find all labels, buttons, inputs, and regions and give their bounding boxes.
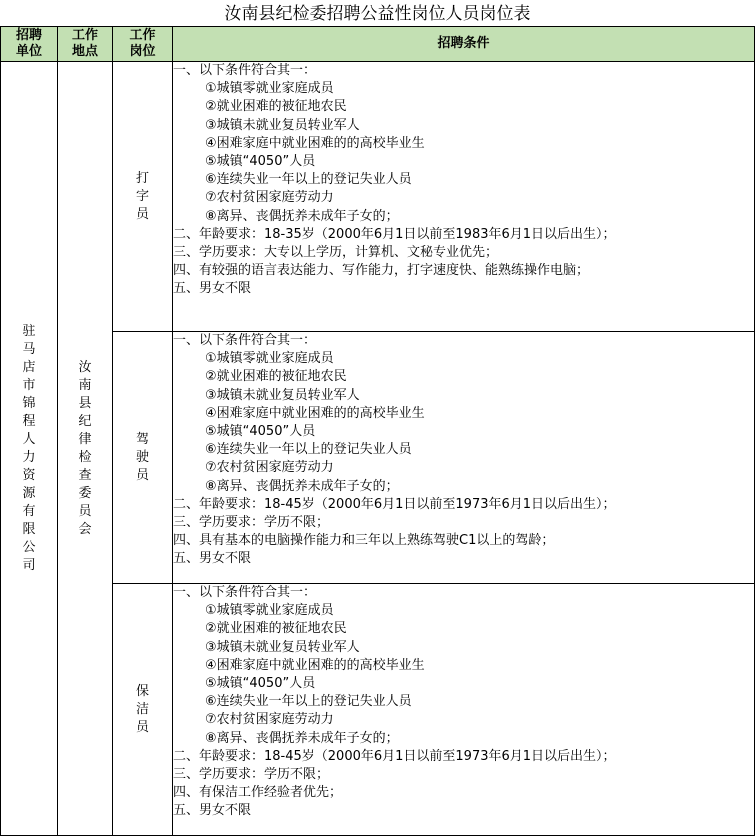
conditions-cell <box>173 332 755 584</box>
condition-item: ③城镇未就业复员转业军人 <box>205 117 360 133</box>
vertical-char: 锦 <box>22 395 36 411</box>
condition-item: ④困难家庭中就业困难的的高校毕业生 <box>205 135 425 151</box>
conditions-cell <box>173 584 755 836</box>
vertical-char: 人 <box>22 431 36 447</box>
condition-item: ⑥连续失业一年以上的登记失业人员 <box>205 442 412 458</box>
vertical-char: 市 <box>22 377 36 393</box>
condition-line: 一、以下条件符合其一： <box>173 333 317 348</box>
header-position: 工作 岗位 <box>113 27 173 62</box>
condition-item: ④困难家庭中就业困难的的高校毕业生 <box>205 405 425 421</box>
vertical-char: 员 <box>78 503 92 519</box>
condition-item: ①城镇零就业家庭成员 <box>205 81 334 97</box>
vertical-char: 资 <box>22 467 36 483</box>
vertical-char: 查 <box>78 467 92 483</box>
condition-item: ②就业困难的被征地农民 <box>205 621 347 637</box>
table-row <box>1 62 755 332</box>
condition-line: 五、男女不限 <box>173 281 252 297</box>
condition-line: 三、学历要求：学历不限； <box>173 515 330 531</box>
vertical-char: 源 <box>22 485 36 501</box>
vertical-char: 力 <box>22 449 36 465</box>
vertical-char: 打 <box>135 170 149 186</box>
condition-line: 二、年龄要求：18-35岁（2000年6月1日以前至1983年6月1日以后出生）； <box>173 226 616 242</box>
condition-item: ②就业困难的被征地农民 <box>205 99 347 115</box>
table-row <box>1 584 755 836</box>
vertical-char: 员 <box>135 719 149 735</box>
condition-line: 四、有较强的语言表达能力、写作能力，打字速度快、能熟练操作电脑； <box>173 263 590 279</box>
condition-item: ③城镇未就业复员转业军人 <box>205 387 360 403</box>
vertical-char: 委 <box>78 485 92 501</box>
vertical-char: 律 <box>78 431 92 447</box>
condition-item: ⑦农村贫困家庭劳动力 <box>205 190 334 206</box>
condition-item: ⑧离异、丧偶抚养未成年子女的； <box>205 478 399 494</box>
position-name-cell <box>113 62 173 332</box>
condition-line: 二、年龄要求：18-45岁（2000年6月1日以前至1973年6月1日以后出生）； <box>173 748 616 764</box>
condition-item: ②就业困难的被征地农民 <box>205 369 347 385</box>
vertical-char: 驶 <box>135 449 149 465</box>
condition-item: ⑤城镇“4050”人员 <box>205 154 316 170</box>
condition-item: ⑤城镇“4050”人员 <box>205 676 316 692</box>
position-name-cell <box>113 332 173 584</box>
condition-line: 一、以下条件符合其一： <box>173 63 317 78</box>
vertical-char: 限 <box>22 521 36 537</box>
condition-item: ⑤城镇“4050”人员 <box>205 424 316 440</box>
condition-item: ⑦农村贫困家庭劳动力 <box>205 460 334 476</box>
positions-table <box>0 26 755 836</box>
header-row <box>1 27 755 62</box>
condition-item: ⑦农村贫困家庭劳动力 <box>205 712 334 728</box>
vertical-char: 南 <box>78 377 92 393</box>
vertical-char: 员 <box>135 206 149 222</box>
unit-cell <box>1 62 58 836</box>
conditions-cell <box>173 62 755 332</box>
vertical-char: 员 <box>135 467 149 483</box>
condition-line: 五、男女不限 <box>173 551 252 567</box>
condition-item: ⑥连续失业一年以上的登记失业人员 <box>205 172 412 188</box>
condition-item: ⑥连续失业一年以上的登记失业人员 <box>205 694 412 710</box>
table-row <box>1 332 755 584</box>
header-unit: 招聘 单位 <box>1 27 58 62</box>
position-name-cell <box>113 584 173 836</box>
condition-line: 四、有保洁工作经验者优先； <box>173 785 343 801</box>
vertical-char: 司 <box>22 557 36 573</box>
vertical-char: 有 <box>22 503 36 519</box>
condition-line: 三、学历要求：学历不限； <box>173 767 330 783</box>
condition-line: 三、学历要求：大专以上学历，计算机、文秘专业优先； <box>173 245 499 261</box>
vertical-char: 驻 <box>22 323 36 339</box>
condition-item: ⑧离异、丧偶抚养未成年子女的； <box>205 208 399 224</box>
condition-line: 一、以下条件符合其一： <box>173 585 317 600</box>
vertical-char: 店 <box>22 359 36 375</box>
condition-line: 四、具有基本的电脑操作能力和三年以上熟练驾驶C1以上的驾龄； <box>173 533 555 549</box>
condition-line: 二、年龄要求：18-45岁（2000年6月1日以前至1973年6月1日以后出生）； <box>173 496 616 512</box>
vertical-char: 驾 <box>135 431 149 447</box>
condition-item: ①城镇零就业家庭成员 <box>205 351 334 367</box>
location-cell <box>58 62 113 836</box>
condition-line: 五、男女不限 <box>173 803 252 819</box>
vertical-char: 保 <box>135 683 149 699</box>
condition-item: ⑧离异、丧偶抚养未成年子女的； <box>205 730 399 746</box>
condition-item: ③城镇未就业复员转业军人 <box>205 639 360 655</box>
vertical-char: 县 <box>78 395 92 411</box>
vertical-char: 马 <box>22 341 36 357</box>
sheet-title: 汝南县纪检委招聘公益性岗位人员岗位表 <box>224 4 531 24</box>
vertical-char: 会 <box>78 521 92 537</box>
vertical-char: 字 <box>135 188 149 204</box>
condition-item: ①城镇零就业家庭成员 <box>205 603 334 619</box>
vertical-char: 检 <box>78 449 92 465</box>
header-location: 工作 地点 <box>58 27 113 62</box>
vertical-char: 程 <box>22 413 36 429</box>
vertical-char: 洁 <box>135 701 149 717</box>
vertical-char: 公 <box>22 539 36 555</box>
vertical-char: 汝 <box>78 359 92 375</box>
header-conditions: 招聘条件 <box>173 27 755 62</box>
vertical-char: 纪 <box>78 413 92 429</box>
condition-item: ④困难家庭中就业困难的的高校毕业生 <box>205 657 425 673</box>
